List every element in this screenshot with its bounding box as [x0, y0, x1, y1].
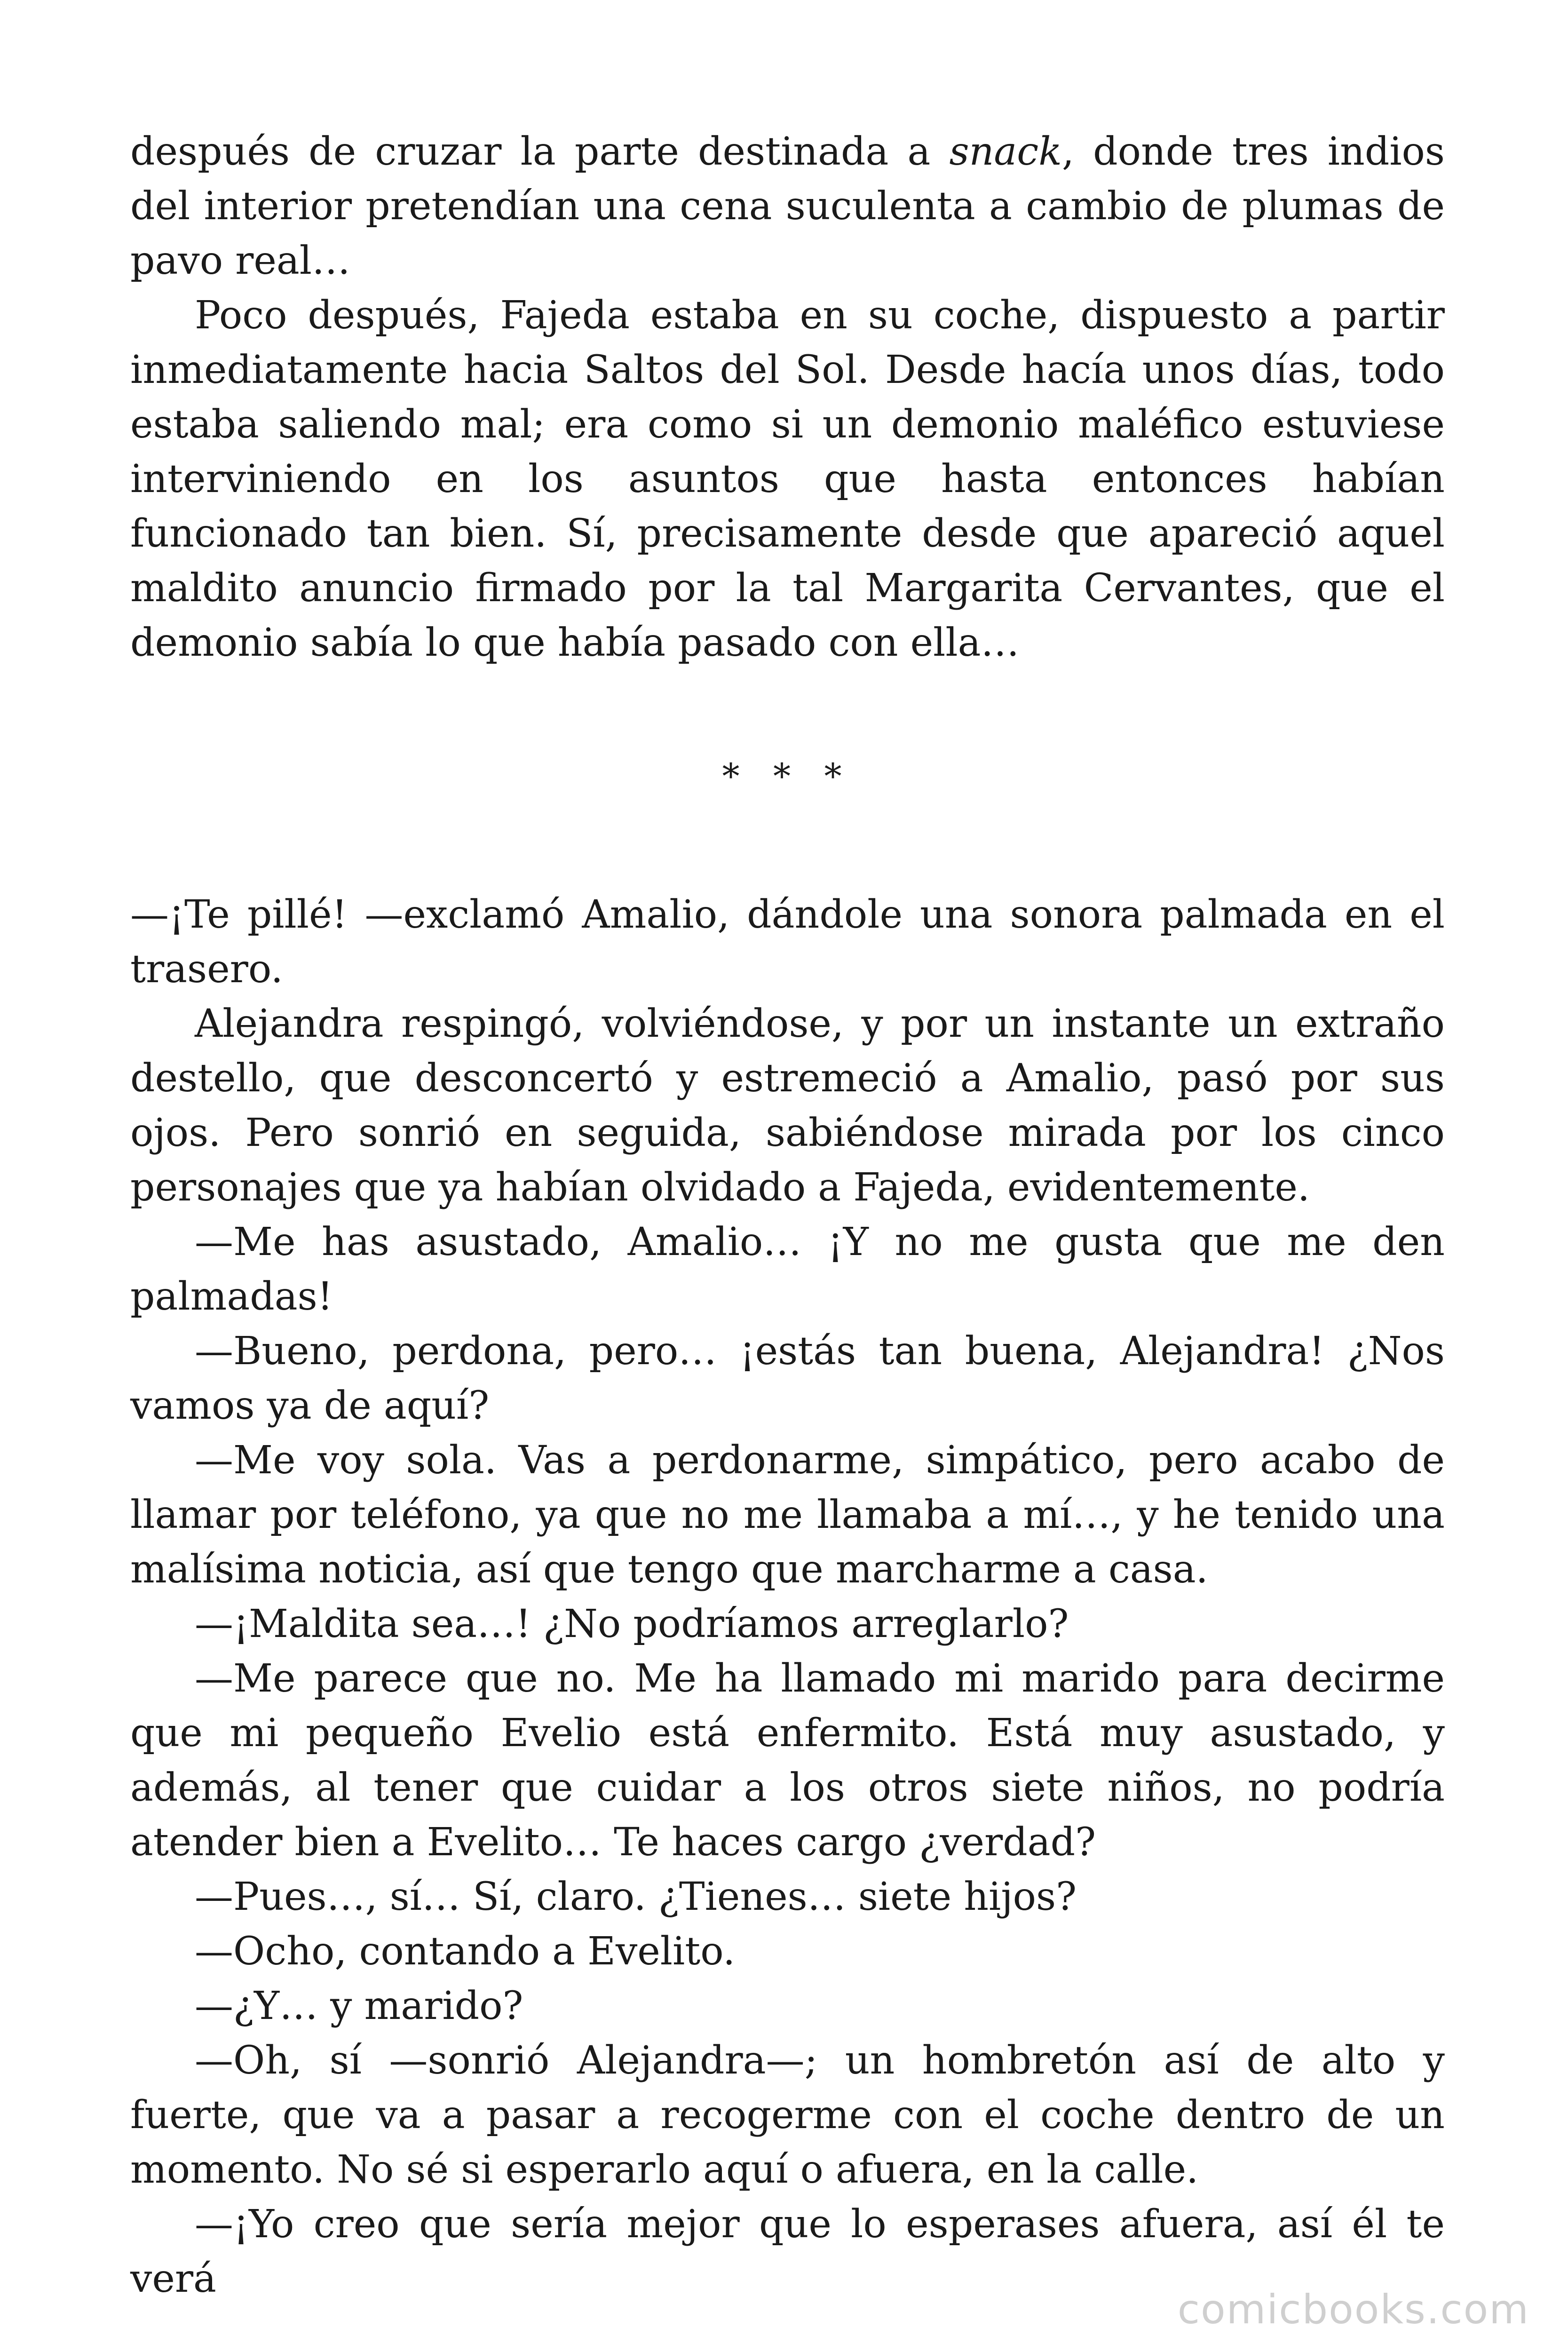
paragraph-text: después de cruzar la parte destinada a: [130, 129, 950, 174]
dialogue-paragraph: —Me voy sola. Vas a perdonarme, simpático, pero acabo de llamar por teléfono, ya que no me llamaba a mí…, y he tenido una malísima noticia, así que tengo que marcharme a casa.: [130, 1438, 1445, 1592]
dialogue-paragraph: —Me parece que no. Me ha llamado mi marido para decirme que mi pequeño Evelio está enfermito. Está muy asustado, y además, al tener que cuidar a los otros siete niños, no podría atender bien a Evelito… Te haces cargo ¿verdad?: [130, 1656, 1445, 1865]
dialogue-paragraph: —Pues…, sí… Sí, claro. ¿Tienes… siete hijos?: [195, 1875, 1077, 1919]
paragraph: Alejandra respingó, volviéndose, y por un instante un extraño destello, que desconcertó y estremeció a Amalio, pasó por sus ojos. Pero sonrió en seguida, sabiéndose mirada por los cinco personajes que ya habían olvidado a Fajeda, evidentemente.: [130, 1001, 1445, 1210]
paragraph: Poco después, Fajeda estaba en su coche, dispuesto a partir inmediatamente hacia Saltos del Sol. Desde hacía unos días, todo estaba saliendo mal; era como si un demonio maléfico estuviese interviniendo en los asuntos que hasta entonces habían funcionado tan bien. Sí, precisamente desde que apareció aquel maldito anuncio firmado por la tal Margarita Cervantes, que el demonio sabía lo que había pasado con ella…: [130, 293, 1445, 665]
paragraph-text: , donde tres indios del interior pretendían una cena suculenta a cambio de plumas de pavo real…: [130, 129, 1445, 283]
watermark: comicbooks.com: [1177, 2286, 1529, 2333]
dialogue-paragraph: —Bueno, perdona, pero… ¡estás tan buena, Alejandra! ¿Nos vamos ya de aquí?: [130, 1329, 1445, 1428]
dialogue-paragraph: —¿Y… y marido?: [195, 1984, 523, 2028]
italic-word: snack: [949, 129, 1062, 174]
dialogue-paragraph: —Oh, sí —sonrió Alejandra—; un hombretón así de alto y fuerte, que va a pasar a recogerme con el coche dentro de un momento. No sé si esperarlo aquí o afuera, en la calle.: [130, 2038, 1445, 2192]
page-body: [130, 125, 1445, 2306]
dialogue-paragraph: —¡Maldita sea…! ¿No podríamos arreglarlo?: [195, 1602, 1069, 1646]
paragraph: —¡Te pillé! —exclamó Amalio, dándole una sonora palmada en el trasero.: [130, 892, 1445, 992]
dialogue-paragraph: —¡Yo creo que sería mejor que lo esperases afuera, así él te verá: [130, 2202, 1445, 2301]
paragraph: [130, 125, 1445, 288]
section-separator: * * *: [722, 756, 853, 797]
dialogue-paragraph: —Ocho, contando a Evelito.: [195, 1929, 736, 1974]
dialogue-paragraph: —Me has asustado, Amalio… ¡Y no me gusta que me den palmadas!: [130, 1220, 1445, 1319]
